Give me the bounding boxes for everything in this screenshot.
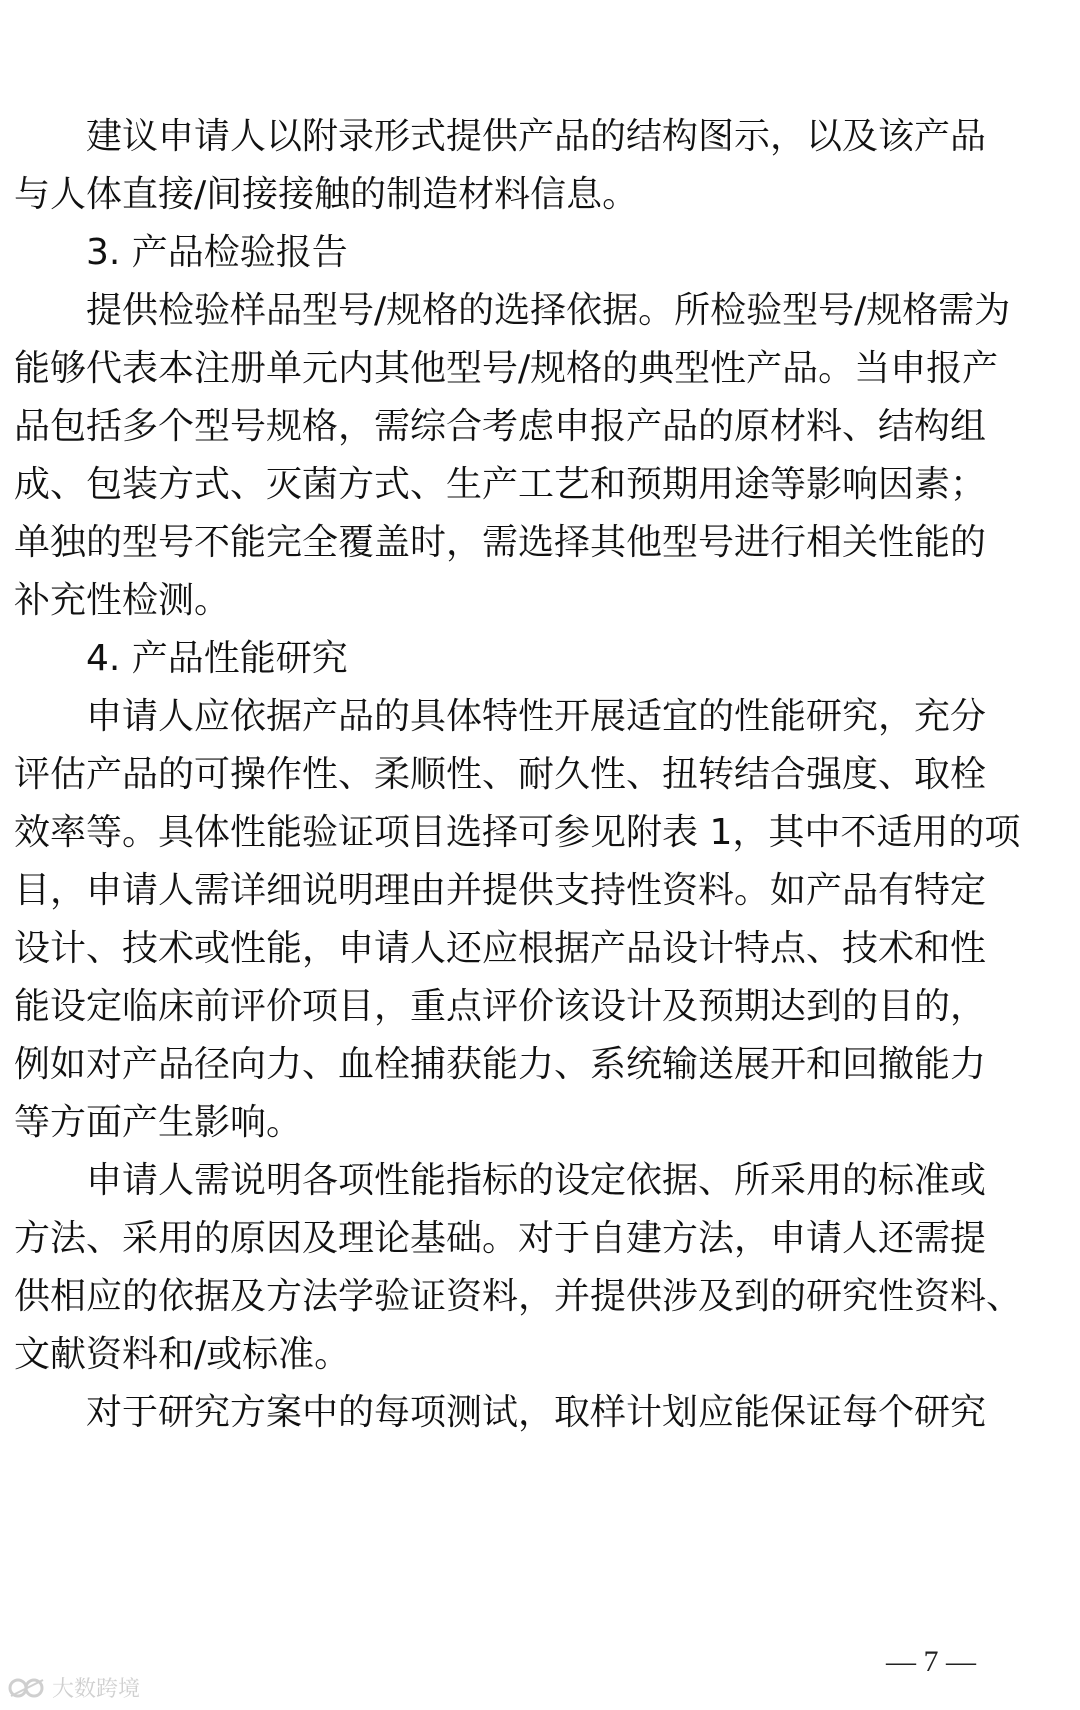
paragraph-line: 评估产品的可操作性、柔顺性、耐久性、扭转结合强度、取栓 <box>14 754 987 795</box>
paragraph-line: 能设定临床前评价项目，重点评价该设计及预期达到的目的， <box>14 986 987 1027</box>
watermark-logo-icon <box>8 1676 46 1700</box>
paragraph-line: 成、包装方式、灭菌方式、生产工艺和预期用途等影响因素； <box>14 464 987 505</box>
paragraph-line: 效率等。具体性能验证项目选择可参见附表 1，其中不适用的项 <box>14 812 1021 853</box>
paragraph-line: 申请人需说明各项性能指标的设定依据、所采用的标准或 <box>86 1160 987 1201</box>
paragraph-line: 单独的型号不能完全覆盖时，需选择其他型号进行相关性能的 <box>14 522 987 563</box>
paragraph-line: 对于研究方案中的每项测试，取样计划应能保证每个研究 <box>86 1392 987 1433</box>
paragraph-line: 例如对产品径向力、血栓捕获能力、系统输送展开和回撤能力 <box>14 1044 987 1085</box>
paragraph-line: 建议申请人以附录形式提供产品的结构图示，以及该产品 <box>86 116 987 157</box>
paragraph-line: 补充性检测。 <box>14 580 231 621</box>
paragraph-line: 与人体直接/间接接触的制造材料信息。 <box>14 174 639 215</box>
paragraph-line: 方法、采用的原因及理论基础。对于自建方法，申请人还需提 <box>14 1218 987 1259</box>
page-number: — 7 — <box>886 1645 976 1678</box>
paragraph-line: 提供检验样品型号/规格的选择依据。所检验型号/规格需为 <box>86 290 1011 331</box>
paragraph-line: 申请人应依据产品的具体特性开展适宜的性能研究，充分 <box>86 696 987 737</box>
paragraph-line: 目，申请人需详细说明理由并提供支持性资料。如产品有特定 <box>14 870 987 911</box>
section-heading: 3. 产品检验报告 <box>86 232 348 273</box>
paragraph-line: 品包括多个型号规格，需综合考虑申报产品的原材料、结构组 <box>14 406 987 447</box>
section-heading: 4. 产品性能研究 <box>86 638 348 679</box>
paragraph-line: 等方面产生影响。 <box>14 1102 303 1143</box>
watermark <box>8 1672 140 1703</box>
paragraph-line: 能够代表本注册单元内其他型号/规格的典型性产品。当申报产 <box>14 348 999 389</box>
paragraph-line: 文献资料和/或标准。 <box>14 1334 351 1375</box>
paragraph-line: 设计、技术或性能，申请人还应根据产品设计特点、技术和性 <box>14 928 987 969</box>
paragraph-line: 供相应的依据及方法学验证资料，并提供涉及到的研究性资料、 <box>14 1276 1023 1317</box>
watermark-text: 大数跨境 <box>52 1677 141 1702</box>
